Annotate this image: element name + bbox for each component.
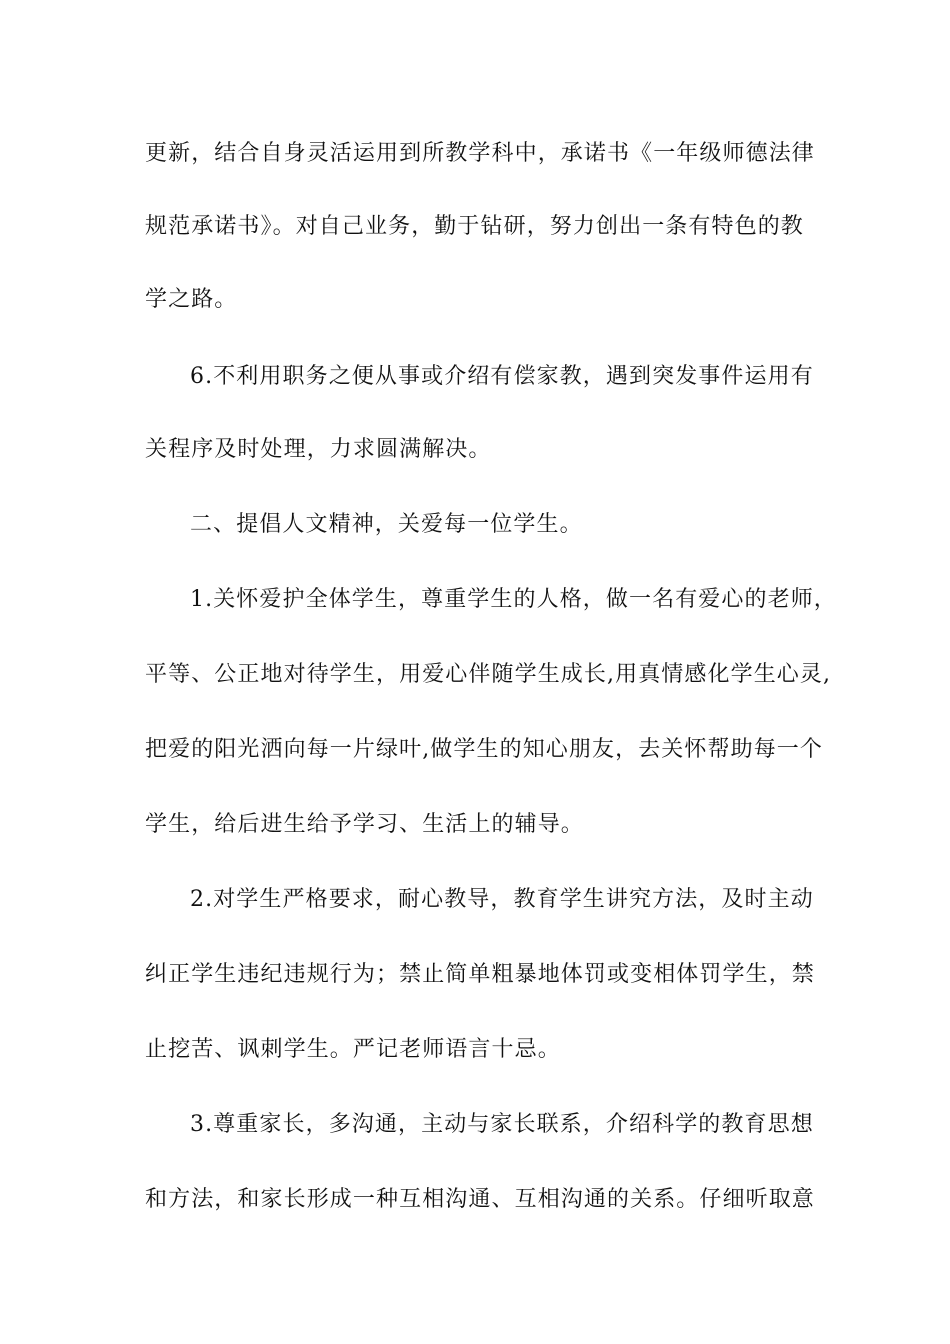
text-line: 关程序及时处理，力求圆满解决。: [145, 437, 492, 462]
paragraph-first-line: 3.尊重家长，多沟通，主动与家长联系，介绍科学的教育思想: [190, 1112, 814, 1137]
text-line: 学生，给后进生给予学习、生活上的辅导。: [145, 812, 584, 837]
text-line: 规范承诺书》。对自己业务，勤于钻研，努力创出一条有特色的教: [145, 214, 804, 239]
text-line: 把爱的阳光洒向每一片绿叶,做学生的知心朋友，去关怀帮助每一个: [145, 737, 823, 762]
text-line: 止挖苦、讽刺学生。严记老师语言十忌。: [145, 1037, 561, 1062]
text-line: 平等、公正地对待学生，用爱心伴随学生成长,用真情感化学生心灵,: [145, 662, 832, 687]
paragraph-first-line: 2.对学生严格要求，耐心教导，教育学生讲究方法，及时主动: [190, 887, 814, 912]
paragraph-first-line: 6.不利用职务之便从事或介绍有偿家教，遇到突发事件运用有: [190, 364, 814, 389]
text-line: 学之路。: [145, 287, 238, 312]
text-line: 纠正学生违纪违规行为；禁止简单粗暴地体罚或变相体罚学生，禁: [145, 962, 815, 987]
section-heading: 二、提倡人文精神，关爱每一位学生。: [190, 512, 583, 537]
paragraph-first-line: 1.关怀爱护全体学生，尊重学生的人格，做一名有爱心的老师，: [190, 587, 837, 612]
text-line: 更新，结合自身灵活运用到所教学科中，承诺书《一年级师德法律: [145, 141, 815, 166]
text-line: 和方法，和家长形成一种互相沟通、互相沟通的关系。仔细听取意: [145, 1187, 815, 1212]
